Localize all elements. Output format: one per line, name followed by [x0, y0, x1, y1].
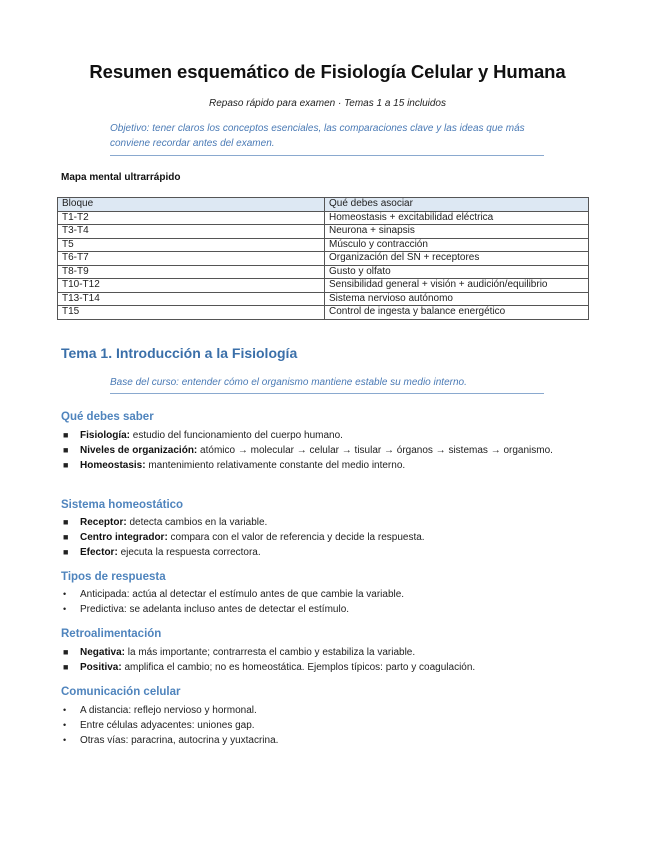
subsection-heading: Tipos de respuesta	[61, 571, 166, 583]
table-row	[58, 306, 589, 320]
list-item-text: estudio del funcionamiento del cuerpo humano.	[130, 430, 343, 441]
square-bullet-icon: ■	[63, 445, 69, 455]
table-cell: Sistema nervioso autónomo	[325, 292, 589, 306]
list-item	[61, 703, 561, 718]
table-cell: Neurona + sinapsis	[325, 225, 589, 239]
table-row	[58, 279, 589, 293]
table-row	[58, 265, 589, 279]
list-item-text: detecta cambios en la variable.	[126, 517, 268, 528]
list-item	[61, 587, 561, 602]
list-item-text: atómico → molecular → celular → tisular → órganos → sistemas → organismo.	[197, 445, 553, 456]
bullet-list	[61, 587, 561, 617]
table-cell: T5	[58, 238, 325, 252]
list-item-text: ejecuta la respuesta correctora.	[117, 547, 261, 558]
table-cell: Músculo y contracción	[325, 238, 589, 252]
table-header-cell: Bloque	[58, 198, 325, 212]
list-item	[61, 545, 561, 560]
list-item-text: A distancia: reflejo nervioso y hormonal.	[80, 705, 257, 716]
table-header-cell: Qué debes asociar	[325, 198, 589, 212]
bullet-list	[61, 645, 561, 675]
list-item-term: Homeostasis:	[80, 460, 146, 471]
list-item-text: Otras vías: paracrina, autocrina y yuxtacrina.	[80, 735, 279, 746]
table-cell: T6-T7	[58, 252, 325, 266]
square-bullet-icon: ■	[63, 460, 69, 470]
list-item-term: Positiva:	[80, 662, 122, 673]
list-item	[61, 428, 561, 443]
table-row	[58, 252, 589, 266]
list-item-text: Anticipada: actúa al detectar el estímulo antes de que cambie la variable.	[80, 589, 405, 600]
list-item	[61, 660, 561, 675]
list-item	[61, 458, 561, 473]
bullet-list	[61, 515, 561, 560]
list-item	[61, 443, 561, 458]
list-item-text: compara con el valor de referencia y decide la respuesta.	[167, 532, 425, 543]
table-cell: Control de ingesta y balance energético	[325, 306, 589, 320]
list-item-text: mantenimiento relativamente constante del medio interno.	[145, 460, 406, 471]
list-item-text: Predictiva: se adelanta incluso antes de detectar el estímulo.	[80, 604, 350, 615]
square-bullet-icon: ■	[63, 662, 69, 672]
table-row	[58, 292, 589, 306]
list-item	[61, 645, 561, 660]
square-bullet-icon: ■	[63, 430, 69, 440]
map-table	[57, 197, 589, 320]
table-cell: T3-T4	[58, 225, 325, 239]
table-cell: T10-T12	[58, 279, 325, 293]
list-item	[61, 718, 561, 733]
table-cell: T8-T9	[58, 265, 325, 279]
objective-callout: Objetivo: tener claros los conceptos esenciales, las comparaciones clave y las ideas que más conviene recordar antes del examen.	[110, 122, 544, 156]
subsection-heading: Comunicación celular	[61, 686, 181, 698]
list-item-term: Negativa:	[80, 647, 126, 658]
bullet-list	[61, 703, 561, 748]
bullet-list	[61, 428, 561, 473]
table-row	[58, 238, 589, 252]
list-item-term: Fisiología:	[80, 430, 130, 441]
list-item	[61, 602, 561, 617]
subsection-heading: Qué debes saber	[61, 411, 154, 423]
list-item-term: Niveles de organización:	[80, 445, 198, 456]
table-cell: T15	[58, 306, 325, 320]
section-heading-tema1: Tema 1. Introducción a la Fisiología	[61, 345, 298, 361]
square-bullet-icon: ■	[63, 532, 69, 542]
table-cell: Organización del SN + receptores	[325, 252, 589, 266]
table-row	[58, 211, 589, 225]
table-cell: Sensibilidad general + visión + audición/equilibrio	[325, 279, 589, 293]
bullet-icon: •	[63, 705, 67, 715]
table-row	[58, 225, 589, 239]
square-bullet-icon: ■	[63, 547, 69, 557]
document-subtitle: Repaso rápido para examen · Temas 1 a 15 incluidos	[209, 98, 446, 109]
document-title: Resumen esquemático de Fisiología Celular y Humana	[89, 61, 566, 82]
table-cell: T13-T14	[58, 292, 325, 306]
square-bullet-icon: ■	[63, 647, 69, 657]
subsection-heading: Retroalimentación	[61, 628, 162, 640]
list-item-term: Efector:	[80, 547, 118, 558]
list-item-text: amplifica el cambio; no es homeostática. Ejemplos típicos: parto y coagulación.	[121, 662, 476, 673]
list-item-term: Centro integrador:	[80, 532, 168, 543]
bullet-icon: •	[63, 604, 67, 614]
map-title: Mapa mental ultrarrápido	[61, 172, 181, 183]
table-cell: T1-T2	[58, 211, 325, 225]
subsection-heading: Sistema homeostático	[61, 499, 184, 511]
list-item-term: Receptor:	[80, 517, 127, 528]
table-cell: Homeostasis + excitabilidad eléctrica	[325, 211, 589, 225]
list-item	[61, 515, 561, 530]
bullet-icon: •	[63, 735, 67, 745]
base-callout: Base del curso: entender cómo el organismo mantiene estable su medio interno.	[110, 376, 544, 394]
bullet-icon: •	[63, 720, 67, 730]
list-item-text: Entre células adyacentes: uniones gap.	[80, 720, 255, 731]
square-bullet-icon: ■	[63, 517, 69, 527]
bullet-icon: •	[63, 589, 67, 599]
list-item-text: la más importante; contrarresta el cambio y estabiliza la variable.	[125, 647, 416, 658]
list-item	[61, 733, 561, 748]
table-header-row	[58, 198, 589, 212]
table-cell: Gusto y olfato	[325, 265, 589, 279]
list-item	[61, 530, 561, 545]
